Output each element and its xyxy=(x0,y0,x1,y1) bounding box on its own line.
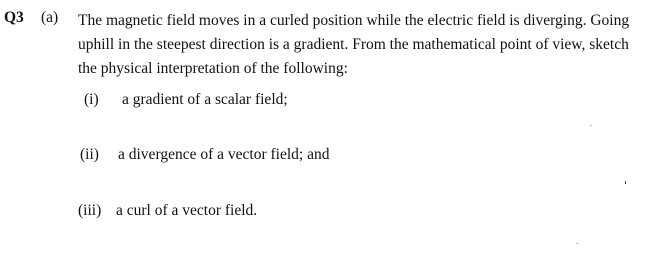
subquestion-ii xyxy=(80,146,330,164)
scan-mark xyxy=(625,181,626,184)
subquestion-i xyxy=(84,91,288,109)
subquestion-number: (ii) xyxy=(80,146,99,163)
paragraph-line: The magnetic field moves in a curled position while the electric field is diverging. Going xyxy=(78,12,630,29)
paragraph-line: the physical interpretation of the following: xyxy=(78,60,348,77)
subquestion-iii xyxy=(78,202,258,220)
subquestion-number: (iii) xyxy=(78,202,102,219)
scan-speck xyxy=(576,243,578,244)
paragraph-line: uphill in the steepest direction is a gradient. From the mathematical point of view, sketch xyxy=(78,36,629,53)
subquestion-text: a gradient of a scalar field; xyxy=(122,91,288,108)
part-label: (a) xyxy=(41,9,59,26)
subquestion-number: (i) xyxy=(84,91,99,108)
question-paragraph xyxy=(78,9,643,81)
subquestion-text: a curl of a vector field. xyxy=(116,202,258,219)
subquestion-text: a divergence of a vector field; and xyxy=(118,146,330,163)
scan-speck xyxy=(590,125,592,126)
question-number: Q3 xyxy=(4,9,24,26)
